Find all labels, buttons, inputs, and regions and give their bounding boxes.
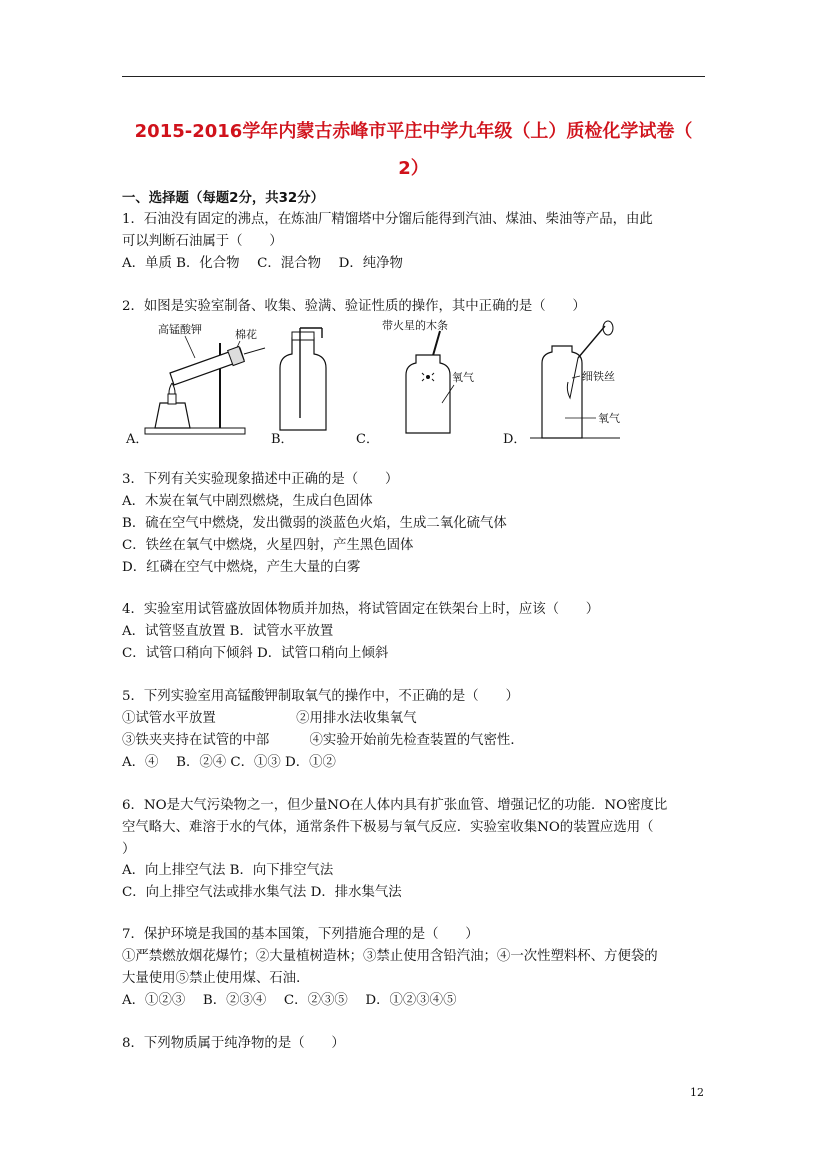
q7-line2: 大量使用⑤禁止使用煤、石油． xyxy=(122,971,310,986)
q2-option-a: A． xyxy=(126,432,149,447)
q6-line3: ） xyxy=(122,842,136,857)
q8-stem: 8．下列物质属于纯净物的是（ ） xyxy=(122,1036,345,1051)
q7-line1: ①严禁燃放烟花爆竹；②大量植树造林；③禁止使用含铅汽油；④一次性塑料杯、方便袋的 xyxy=(122,949,658,964)
q2-option-d: D． xyxy=(503,432,527,447)
page-number: 12 xyxy=(690,1086,704,1099)
q1-line1: 1．石油没有固定的沸点，在炼油厂精馏塔中分馏后能得到汽油、煤油、柴油等产品，由此 xyxy=(122,212,653,227)
section-heading: 一、选择题（每题2分，共32分） xyxy=(122,191,325,206)
q5-line1: ①试管水平放置 ②用排水法收集氧气 xyxy=(122,711,417,726)
q1-line2: 可以判断石油属于（ ） xyxy=(122,234,283,249)
label-oxygen-c: 氧气 xyxy=(452,371,474,384)
q4-stem: 4．实验室用试管盛放固体物质并加热，将试管固定在铁架台上时，应该（ ） xyxy=(122,602,600,617)
q6-option-line1: A．向上排空气法 B．向下排空气法 xyxy=(122,863,334,878)
q6-line2: 空气略大、难溶于水的气体，通常条件下极易与氧气反应．实验室收集NO的装置应选用（ xyxy=(122,820,654,835)
q3-option-c: C．铁丝在氧气中燃烧，火星四射，产生黑色固体 xyxy=(122,538,414,553)
q2-option-c: C． xyxy=(356,432,379,447)
figure-d xyxy=(520,318,630,443)
q5-options: A．④ B．②④ C．①③ D．①② xyxy=(122,755,336,770)
q4-option-line1: A．试管竖直放置 B．试管水平放置 xyxy=(122,624,334,639)
q3-stem: 3．下列有关实验现象描述中正确的是（ ） xyxy=(122,472,399,487)
figure-b xyxy=(270,318,350,443)
label-kmno4: 高锰酸钾 xyxy=(158,323,202,336)
label-wire: 细铁丝 xyxy=(582,370,615,383)
label-oxygen-d: 氧气 xyxy=(598,412,620,425)
q5-line2: ③铁夹夹持在试管的中部 ④实验开始前先检查装置的气密性． xyxy=(122,733,524,748)
exam-title-line1: 2015-2016学年内蒙古赤峰市平庄中学九年级（上）质检化学试卷（ xyxy=(134,121,693,142)
q5-stem: 5．下列实验室用高锰酸钾制取氧气的操作中，不正确的是（ ） xyxy=(122,689,519,704)
q3-option-a: A．木炭在氧气中剧烈燃烧，生成白色固体 xyxy=(122,494,373,509)
q6-line1: 6．NO是大气污染物之一，但少量NO在人体内具有扩张血管、增强记忆的功能．NO密度比 xyxy=(122,798,668,813)
label-cotton: 棉花 xyxy=(235,328,257,341)
q4-option-line2: C．试管口稍向下倾斜 D．试管口稍向上倾斜 xyxy=(122,646,389,661)
figure-c xyxy=(370,315,490,443)
q3-option-b: B．硫在空气中燃烧，发出微弱的淡蓝色火焰，生成二氧化硫气体 xyxy=(122,516,507,531)
header-rule xyxy=(122,76,705,77)
exam-title-line2: 2） xyxy=(398,158,429,179)
figure-a xyxy=(140,318,270,443)
q1-options: A．单质 B．化合物 C．混合物 D．纯净物 xyxy=(122,256,403,271)
q2-stem: 2．如图是实验室制备、收集、验满、验证性质的操作，其中正确的是（ ） xyxy=(122,299,586,314)
q7-stem: 7．保护环境是我国的基本国策，下列措施合理的是（ ） xyxy=(122,927,479,942)
q3-option-d: D．红磷在空气中燃烧，产生大量的白雾 xyxy=(122,560,361,575)
q7-options: A．①②③ B．②③④ C．②③⑤ D．①②③④⑤ xyxy=(122,993,457,1008)
q2-option-b: B． xyxy=(271,432,294,447)
q6-option-line2: C．向上排空气法或排水集气法 D．排水集气法 xyxy=(122,885,402,900)
label-splint: 带火星的木条 xyxy=(382,319,448,332)
